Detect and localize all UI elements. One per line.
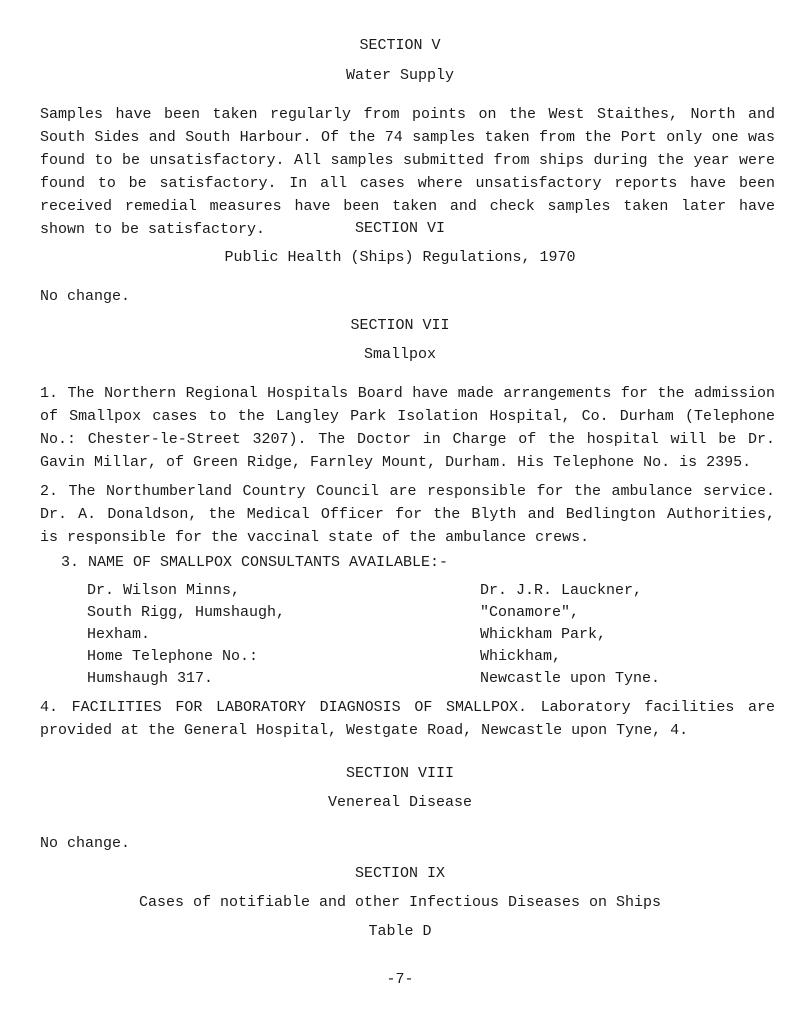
section-vii-title: Smallpox	[363, 346, 436, 363]
section-viii-text: No change.	[40, 835, 131, 852]
page-number: -7-	[386, 971, 414, 988]
smallpox-item-1	[40, 382, 775, 474]
section-vi-title: Public Health (Ships) Regulations, 1970	[224, 249, 576, 266]
consultant-right-line: Whickham Park,	[480, 626, 607, 643]
section-ix-title: Cases of notifiable and other Infectious Diseases on Ships	[138, 894, 662, 911]
consultant-right-line: Newcastle upon Tyne.	[480, 670, 661, 687]
section-ix-table-label: Table D	[368, 923, 432, 940]
consultant-left-line: South Rigg, Humshaugh,	[87, 604, 286, 621]
section-v-title: Water Supply	[345, 67, 455, 84]
consultant-right-line: Whickham,	[480, 648, 562, 665]
consultant-left-line: Hexham.	[87, 626, 151, 643]
smallpox-item-2-text: 2. The Northumberland Country Council are responsible for the ambulance service. Dr. A. Donaldson, the Medical Officer for the Blyth and Bedlington Authorities, is responsible for the vaccinal state of the ambulance crews.	[40, 483, 775, 546]
consultant-right-line: Dr. J.R. Lauckner,	[480, 582, 643, 599]
consultant-left-line: Home Telephone No.:	[87, 648, 259, 665]
smallpox-item-1-text: 1. The Northern Regional Hospitals Board have made arrangements for the admission of Smallpox cases to the Langley Park Isolation Hospital, Co. Durham (Telephone No.: Chester-le-Street 3207). The Doctor in Charge of the hospital will be Dr. Gavin Millar, of Green Ridge, Farnley Mount, Durham. His Telephone No. is 2395.	[40, 385, 775, 471]
section-ix-heading: SECTION IX	[354, 865, 445, 882]
consultant-right-line: "Conamore",	[480, 604, 580, 621]
smallpox-item-2	[40, 480, 775, 549]
section-vi-heading: SECTION VI	[354, 220, 445, 237]
consultant-left-line: Humshaugh 317.	[87, 670, 214, 687]
section-viii-heading: SECTION VIII	[345, 765, 455, 782]
consultant-left-line: Dr. Wilson Minns,	[87, 582, 241, 599]
smallpox-item-4	[40, 696, 775, 742]
water-supply-paragraph: Samples have been taken regularly from points on the West Staithes, North and South Sides and South Harbour. Of the 74 samples taken from the Port only one was found to be unsatisfactory. All samples submitted from ships during the year were found to be satisfactory. In all cases where unsatisfactory reports have been received remedial measures have been taken and check samples taken later have shown to be satisfactory.	[40, 106, 775, 238]
section-v-heading: SECTION V	[359, 37, 441, 54]
section-viii-title: Venereal Disease	[327, 794, 473, 811]
section-vii-heading: SECTION VII	[350, 317, 450, 334]
smallpox-item-4-text: 4. FACILITIES FOR LABORATORY DIAGNOSIS OF SMALLPOX. Laboratory facilities are provided at the General Hospital, Westgate Road, Newcastle upon Tyne, 4.	[40, 699, 775, 739]
section-vi-text: No change.	[40, 288, 131, 305]
smallpox-item-3-heading: 3. NAME OF SMALLPOX CONSULTANTS AVAILABLE:-	[61, 554, 449, 571]
